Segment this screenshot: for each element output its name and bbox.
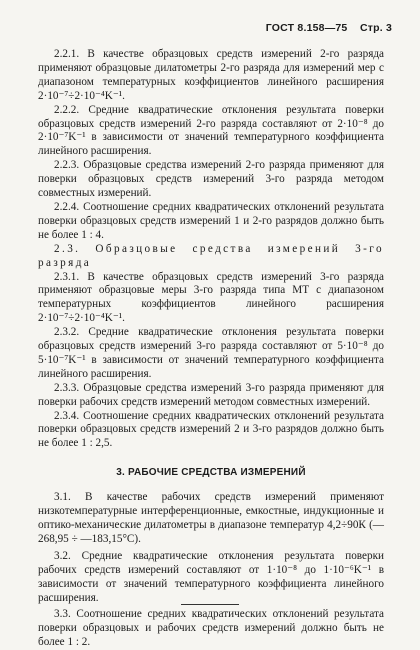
paragraph-3-2: 3.2. Средние квадратические отклонения результата поверки рабочих средств измерений составляют от 1·10⁻⁸ до 1·10⁻⁶K⁻¹ в зависимости от значений температурного коэффициента линейного расширения. (38, 549, 384, 604)
paragraph-2-2-1: 2.2.1. В качестве образцовых средств измерений 2-го разряда применяют образцовые дилатометры 2-го разряда для измерений мер с диапазоном температурных коэффициентов линейного расширения 2·10⁻⁷÷2·10⁻⁴K⁻¹. (38, 48, 384, 102)
paragraph-2-2-3: 2.2.3. Образцовые средства измерений 2-го разряда применяют для поверки образцовых средств измерений 3-го разряда методом совместных измерений. (38, 159, 384, 200)
standard-number: ГОСТ 8.158—75 (265, 22, 348, 34)
section-heading-3: 3. РАБОЧИЕ СРЕДСТВА ИЗМЕРЕНИЙ (116, 467, 306, 479)
paragraph-2-3-2: 2.3.2. Средние квадратические отклонения результата поверки образцовых средств измерений 3-го разряда составляют от 5·10⁻⁸ до 5·10⁻⁷K⁻¹ в зависимости от значений температурного коэффициента линейного расширения. (38, 326, 384, 380)
paragraph-2-3-1: 2.3.1. В качестве образцовых средств измерений 3-го разряда применяют образцовые меры 3-го разряда типа МТ с диапазоном температурных коэффициентов линейного расширения 2·10⁻⁷÷2·10⁻⁴K⁻¹. (38, 270, 384, 325)
document-body (38, 48, 384, 650)
subsection-title-2-3: 2.3. Образцовые средства измерений 3-го разряда (38, 242, 384, 269)
end-divider (181, 604, 239, 605)
paragraph-3-1: 3.1. В качестве рабочих средств измерений применяют низкотемпературные интерференционные, емкостные, индукционные и оптико-механические дилатометры в диапазоне температур 4,2÷90К (—268,95 ÷ —183,15°С). (38, 491, 384, 545)
page-number: Стр. 3 (359, 22, 392, 34)
paragraph-2-3-3: 2.3.3. Образцовые средства измерений 3-го разряда применяют для поверки рабочих средств измерений методом совместных измерений. (38, 381, 384, 408)
paragraph-3-3: 3.3. Соотношение средних квадратических отклонений результата поверки образцовых и рабочих средств измерений должно быть не более 1 : 2. (38, 608, 384, 649)
page-header (266, 22, 392, 34)
paragraph-2-2-2: 2.2.2. Средние квадратические отклонения результата поверки образцовых средств измерений 2-го разряда составляют от 2·10⁻⁸ до 2·10⁻⁷K⁻¹ в зависимости от значений температурного коэффициента линейного расширения. (38, 103, 384, 158)
paragraph-2-3-4: 2.3.4. Соотношение средних квадратических отклонений результата поверки образцовых средств измерений 2 и 3-го разрядов должно быть не более 1 : 2,5. (38, 409, 384, 450)
paragraph-2-2-4: 2.2.4. Соотношение средних квадратических отклонений результата поверки образцовых средств измерений 1 и 2-го разрядов должно быть не более 1 : 4. (38, 200, 384, 241)
